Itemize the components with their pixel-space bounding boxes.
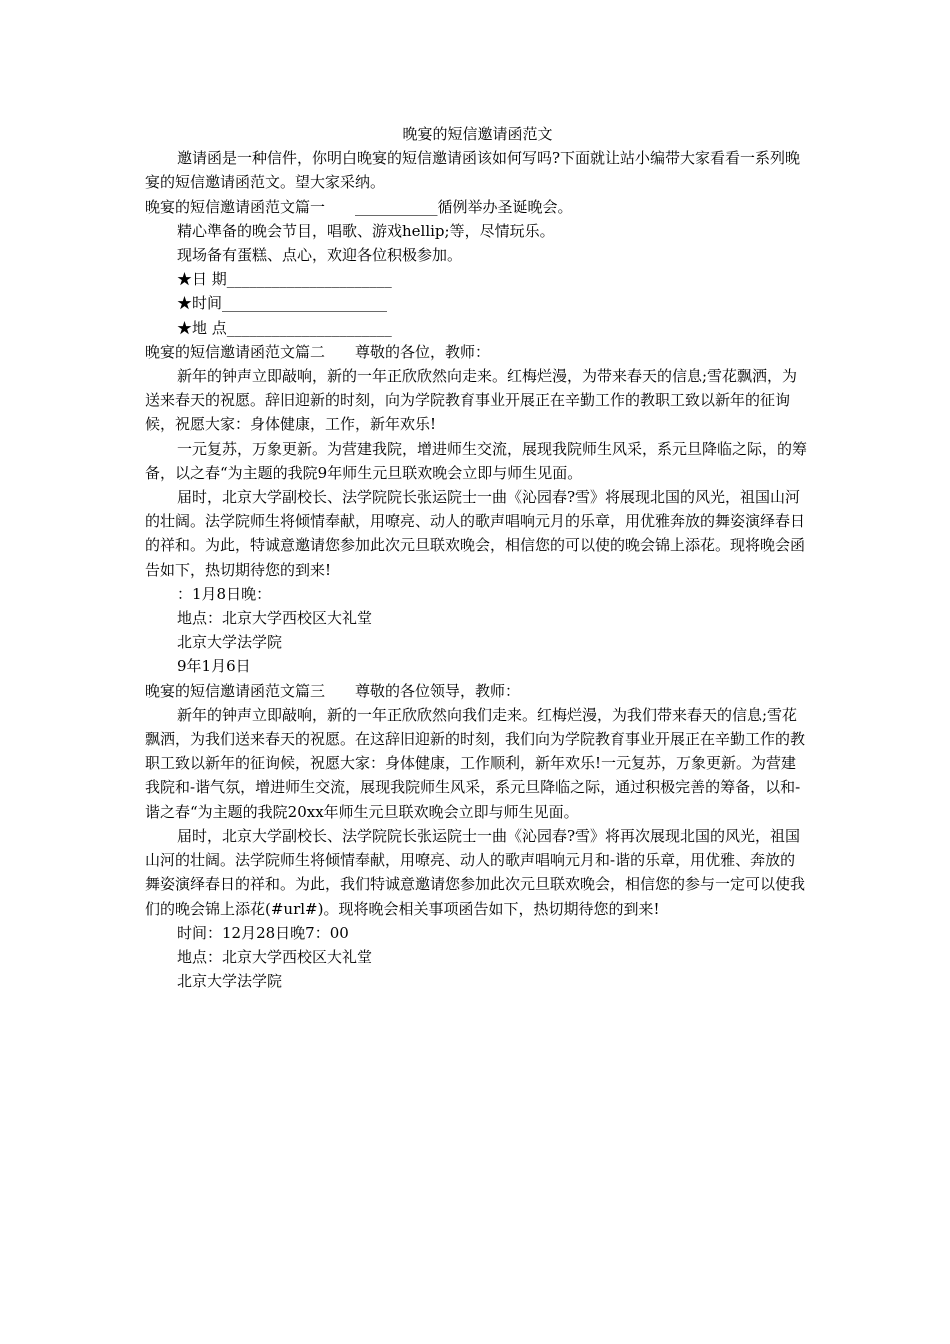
section2-paragraph-2: 一元复苏，万象更新。为营建我院，增进师生交流，展现我院师生风采，系元旦降临之际，的筹备，以之春“为主题的我院9年师生元旦联欢晚会立即与师生见面。 [145,439,808,482]
section1-paragraph-2: 现场备有蛋糕、点心，欢迎各位积极参加。 [177,246,463,265]
section3-time: 时间：12月28日晚7：00 [177,923,349,942]
section2-paragraph-1: 新年的钟声立即敲响，新的一年正欣欣然向走来。红梅烂漫，为带来春天的信息;雪花飘洒，为送来春天的祝愿。辞旧迎新的时刻，向为学院教育事业开展正在辛勤工作的教职工致以新年的征询候，祝愿大家：身体健康，工作，新年欢乐! [145,367,798,434]
section2-date: 9年1月6日 [177,657,251,676]
section1-place-line: ★地 点______________________ [177,318,392,337]
section2-signer: 北京大学法学院 [177,633,283,652]
document-page [145,122,810,993]
section1-time-line: ★时间______________________ [177,294,388,313]
section2-heading: 晚宴的短信邀请函范文篇二 尊敬的各位，教师： [145,342,491,361]
section2-paragraph-3: 届时，北京大学副校长、法学院院长张运院士一曲《沁园春?雪》将展现北国的风光，祖国山河的壮阔。法学院师生将倾情奉献，用嘹亮、动人的歌声唱响元月的乐章，用优雅奔放的舞姿演绎春日的祥和。为此，特诚意邀请您参加此次元旦联欢晚会，相信您的可以使的晚会锦上添花。现将晚会函告如下，热切期待您的到来! [145,488,806,579]
section2-place: 地点：北京大学西校区大礼堂 [177,609,373,628]
section1-date-line: ★日 期______________________ [177,270,392,289]
section2-time: ：1月8日晚： [177,584,272,603]
section3-signer: 北京大学法学院 [177,972,283,991]
section1-paragraph-1: 精心準备的晚会节目，唱歌、游戏hellip;等，尽情玩乐。 [177,221,555,240]
section3-paragraph-1: 新年的钟声立即敲响，新的一年正欣欣然向我们走来。红梅烂漫，为我们带来春天的信息;雪花飘洒，为我们送来春天的祝愿。在这辞旧迎新的时刻，我们向为学院教育事业开展正在辛勤工作的教职工致以新年的征询候，祝愿大家：身体健康，工作顺利，新年欢乐!一元复苏，万象更新。为营建我院和-谐气氛，增进师生交流，展现我院师生风采，系元旦降临之际，通过积极完善的筹备，以和-谐之春“为主题的我院20xx年师生元旦联欢晚会立即与师生见面。 [145,705,806,821]
section3-heading: 晚宴的短信邀请函范文篇三 尊敬的各位领导，教师： [145,681,521,700]
document-title: 晚宴的短信邀请函范文 [402,125,553,143]
section3-place: 地点：北京大学西校区大礼堂 [177,947,373,966]
section3-paragraph-2: 届时，北京大学副校长、法学院院长张运院士一曲《沁园春?雪》将再次展现北国的风光，祖国山河的壮阔。法学院师生将倾情奉献，用嘹亮、动人的歌声唱响元月和-谐的乐章，用优雅、奔放的舞姿演绎春日的祥和。为此，我们特诚意邀请您参加此次元旦联欢晚会，相信您的参与一定可以使我们的晚会锦上添花(#url#)。现将晚会相关事项函告如下，热切期待您的到来! [145,826,806,918]
intro-paragraph: 邀请函是一种信件，你明白晚宴的短信邀请函该如何写吗?下面就让站小编带大家看看一系列晚宴的短信邀请函范文。望大家采纳。 [145,149,801,192]
section1-heading: 晚宴的短信邀请函范文篇一 ___________循例举办圣诞晚会。 [145,197,573,216]
